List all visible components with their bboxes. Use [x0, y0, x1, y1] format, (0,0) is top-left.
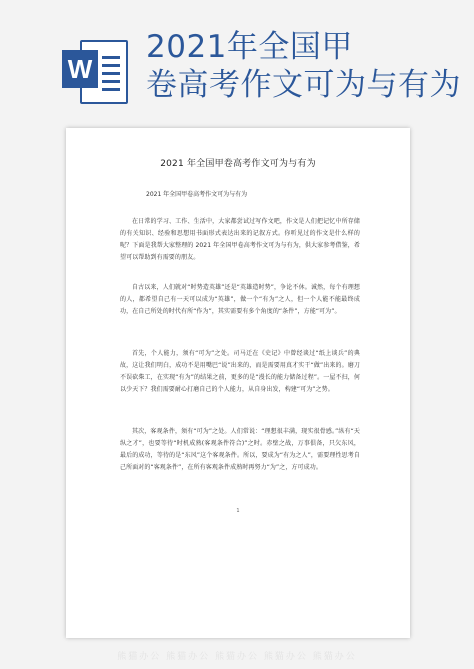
icon-line — [102, 80, 120, 83]
paragraph-ability: 首先，个人能力，须有“可为”之处。司马迁在《史记》中曾经谈过“纸上谈兵”的典故，这让我们明白，成功不是用嘴巴“说”出来的，而是需要用真才实干“做”出来的。磨刀不误砍柴工，在实现“有为”的结果之前，更多的是“漫长的能力储备过程”。一屋不扫，何以少天下？我们需要耐心打磨自己的个人能力，从自身出发，构建“可为”之势。 — [120, 350, 360, 393]
watermark-text: 熊猫办公 熊猫办公 熊猫办公 熊猫办公 熊猫办公 — [117, 652, 357, 662]
icon-line — [102, 88, 120, 91]
title-line-1: 2021年全国甲 — [146, 29, 353, 65]
word-icon — [62, 36, 126, 104]
icon-line — [102, 56, 120, 59]
header-banner — [0, 0, 474, 115]
document-page — [66, 128, 410, 638]
paragraph-thesis: 自古以来，人们就对“时势造英雄”还是“英雄造时势”，争论不休。诚然，每个有理想的人，都希望自己有一天可以成为“英雄”，做一个“有为”之人，但一个人能不能最终成功，在自己所处的时代有所“作为”，其实需要有多个角度的“条件”，方能“可为”。 — [120, 284, 360, 315]
document-title: 2021 年全国甲卷高考作文可为与有为 — [160, 159, 316, 169]
page-title — [146, 28, 466, 104]
icon-line — [102, 64, 120, 67]
word-badge-letter: W — [62, 50, 98, 88]
title-line-2: 卷高考作文可为与有为 — [146, 67, 461, 103]
page-number: 1 — [236, 508, 240, 514]
document-subtitle: 2021 年全国甲卷高考作文可为与有为 — [146, 191, 248, 198]
paragraph-intro: 在日常的学习、工作、生活中，大家都尝试过写作文吧，作文是人们把记忆中所存储的有关知识、经验和思想用书面形式表达出来的记叙方式。你听见过的作文是什么样的呢？下面是我帮大家整理的 2021 年全国甲卷高考作文可为与有为，供大家参考借鉴，希望可以帮助到有需要的朋友。 — [120, 218, 360, 261]
icon-line — [102, 72, 120, 75]
paragraph-conditions: 其次，客观条件，须有“可为”之处。人们常说：“理想很丰满，现实很骨感。”纵有“天纵之才”，也要等待“时机成熟(客观条件符合)”之时。赤壁之战，万事俱备，只欠东风，最后的成功，等待的是“东风”这个客观条件。所以，要成为“有为之人”，需要理性思考自己所面对的“客观条件”，在所有客观条件成熟时再努力“为”之，方可成功。 — [120, 428, 360, 471]
